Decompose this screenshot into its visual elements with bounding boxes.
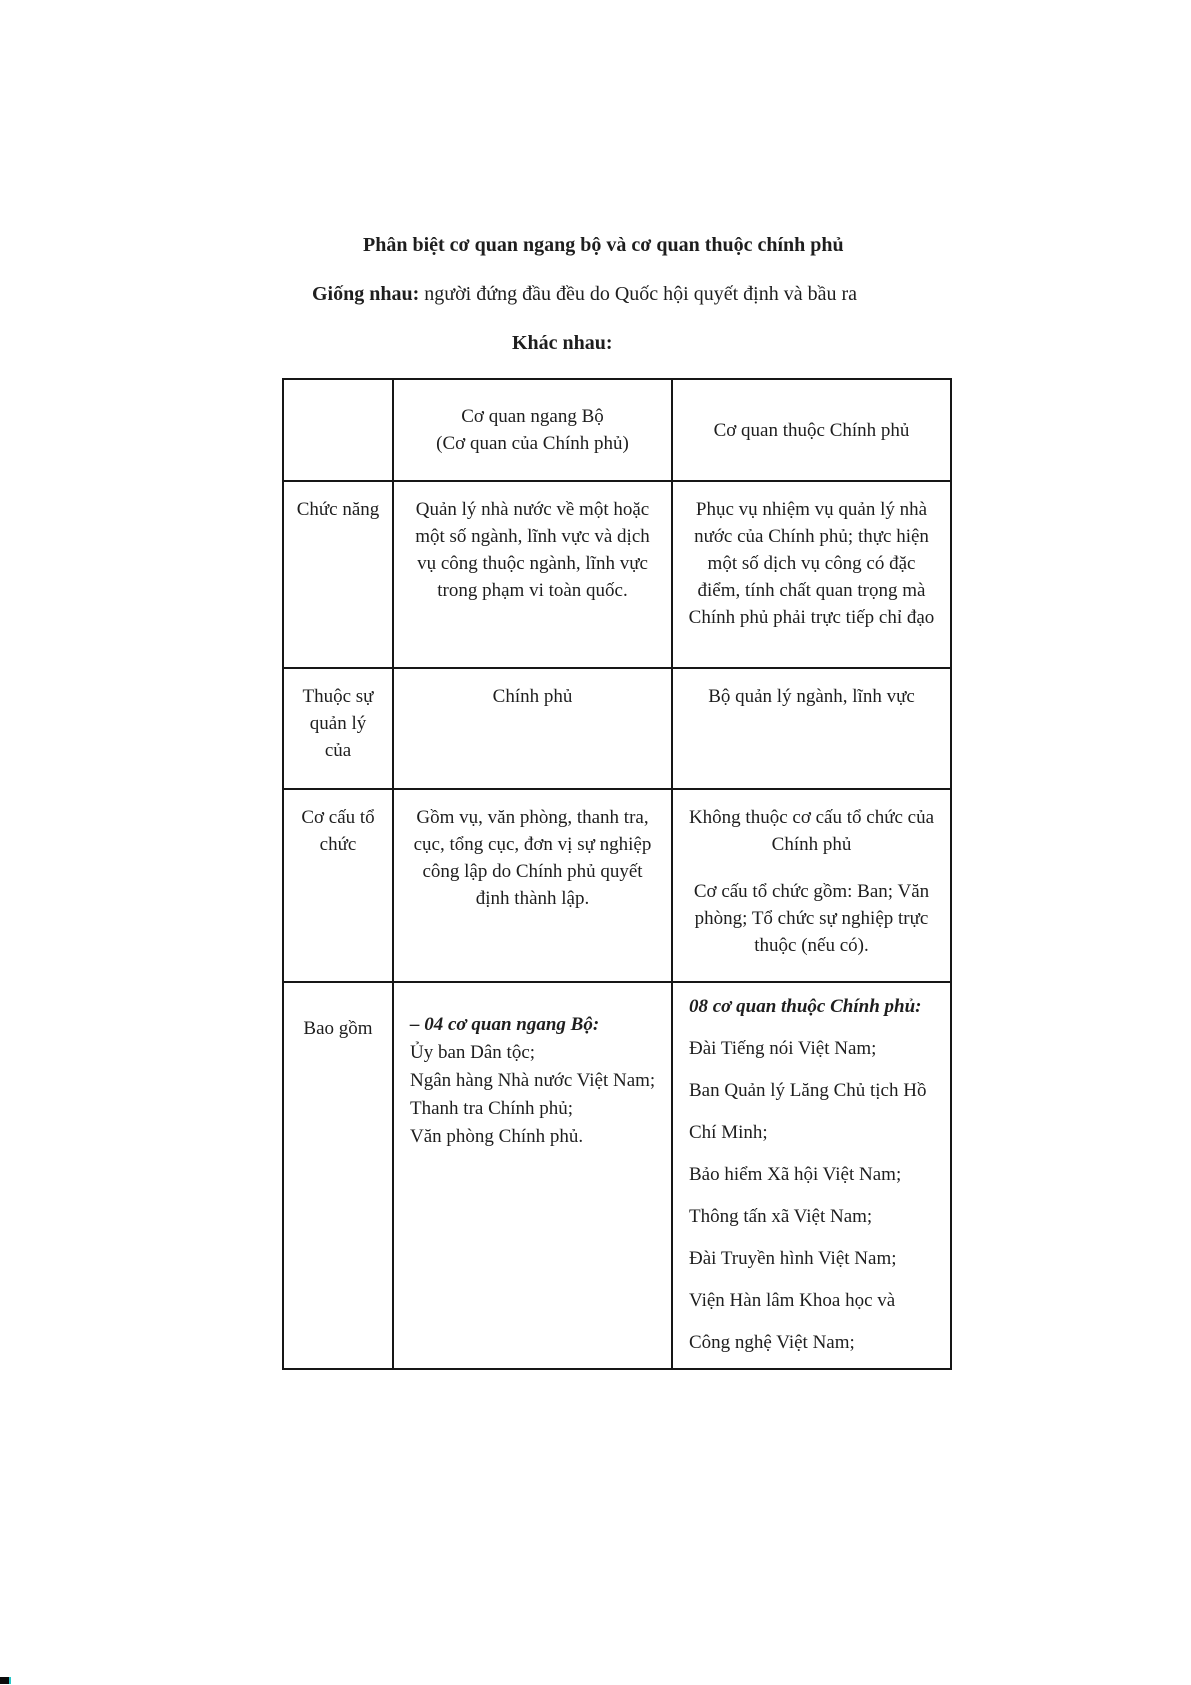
row-co-cau-to-chuc	[283, 789, 951, 982]
list-item: Đài Truyền hình Việt Nam;	[689, 1248, 897, 1269]
list-item: Thông tấn xã Việt Nam;	[689, 1206, 873, 1227]
cell-bao-gom-thuoc-chinh-phu	[672, 982, 951, 1369]
page-title: Phân biệt cơ quan ngang bộ và cơ quan thuộc chính phủ	[363, 234, 844, 256]
table-header-row	[283, 379, 951, 481]
list-item: Ban Quản lý Lăng Chủ tịch Hồ Chí Minh;	[689, 1080, 927, 1143]
cell-bao-gom-ngang-bo	[393, 982, 672, 1369]
list-item: Viện Hàn lâm Khoa học và Công nghệ Việt Nam;	[689, 1290, 896, 1353]
row-label-chuc-nang: Chức năng	[283, 481, 393, 668]
list-item: Đài Tiếng nói Việt Nam;	[689, 1038, 877, 1059]
row-bao-gom	[283, 982, 951, 1369]
cell-thuoc-su-ngang-bo: Chính phủ	[393, 668, 672, 789]
differences-label: Khác nhau:	[512, 332, 613, 354]
header-corner-cell	[283, 379, 393, 481]
similarities-label: Giống nhau:	[312, 283, 420, 305]
row-thuoc-su-quan-ly	[283, 668, 951, 789]
list-item: Ngân hàng Nhà nước Việt Nam;	[410, 1070, 656, 1091]
row-chuc-nang	[283, 481, 951, 668]
co-cau-thuoc-cp-paragraph-1: Không thuộc cơ cấu tổ chức của Chính phủ	[688, 807, 935, 855]
cell-co-cau-ngang-bo: Gồm vụ, văn phòng, thanh tra, cục, tổng cục, đơn vị sự nghiệp công lập do Chính phủ quyết định thành lập.	[393, 789, 672, 982]
header-ngang-bo-line2: (Cơ quan của Chính phủ)	[436, 433, 629, 454]
list-item: Bảo hiểm Xã hội Việt Nam;	[689, 1164, 902, 1185]
list-item: Ủy ban Dân tộc;	[410, 1042, 536, 1063]
bao-gom-thuoc-cp-heading: 08 cơ quan thuộc Chính phủ:	[689, 996, 922, 1017]
header-co-quan-ngang-bo	[393, 379, 672, 481]
list-item: Thanh tra Chính phủ;	[410, 1098, 574, 1119]
similarities-line	[312, 282, 857, 307]
list-item: Văn phòng Chính phủ.	[410, 1126, 584, 1147]
row-label-bao-gom: Bao gồm	[283, 982, 393, 1369]
comparison-table	[282, 378, 952, 1370]
header-co-quan-thuoc-chinh-phu: Cơ quan thuộc Chính phủ	[672, 379, 951, 481]
header-ngang-bo-line1: Cơ quan ngang Bộ	[461, 406, 604, 427]
cell-thuoc-su-thuoc-chinh-phu: Bộ quản lý ngành, lĩnh vực	[672, 668, 951, 789]
scan-artifact	[0, 1677, 11, 1684]
cell-co-cau-thuoc-chinh-phu	[672, 789, 951, 982]
row-label-co-cau-to-chuc: Cơ cấu tổ chức	[283, 789, 393, 982]
bao-gom-ngang-bo-heading: – 04 cơ quan ngang Bộ:	[410, 1014, 600, 1035]
cell-chuc-nang-ngang-bo: Quản lý nhà nước về một hoặc một số ngành, lĩnh vực và dịch vụ công thuộc ngành, lĩnh vực trong phạm vi toàn quốc.	[393, 481, 672, 668]
cell-chuc-nang-thuoc-chinh-phu: Phục vụ nhiệm vụ quản lý nhà nước của Chính phủ; thực hiện một số dịch vụ công có đặc điểm, tính chất quan trọng mà Chính phủ phải trực tiếp chỉ đạo	[672, 481, 951, 668]
co-cau-thuoc-cp-paragraph-2: Cơ cấu tổ chức gồm: Ban; Văn phòng; Tổ chức sự nghiệp trực thuộc (nếu có).	[693, 881, 930, 956]
row-label-thuoc-su-quan-ly: Thuộc sự quản lý của	[283, 668, 393, 789]
similarities-text: người đứng đầu đều do Quốc hội quyết định và bầu ra	[424, 283, 857, 305]
